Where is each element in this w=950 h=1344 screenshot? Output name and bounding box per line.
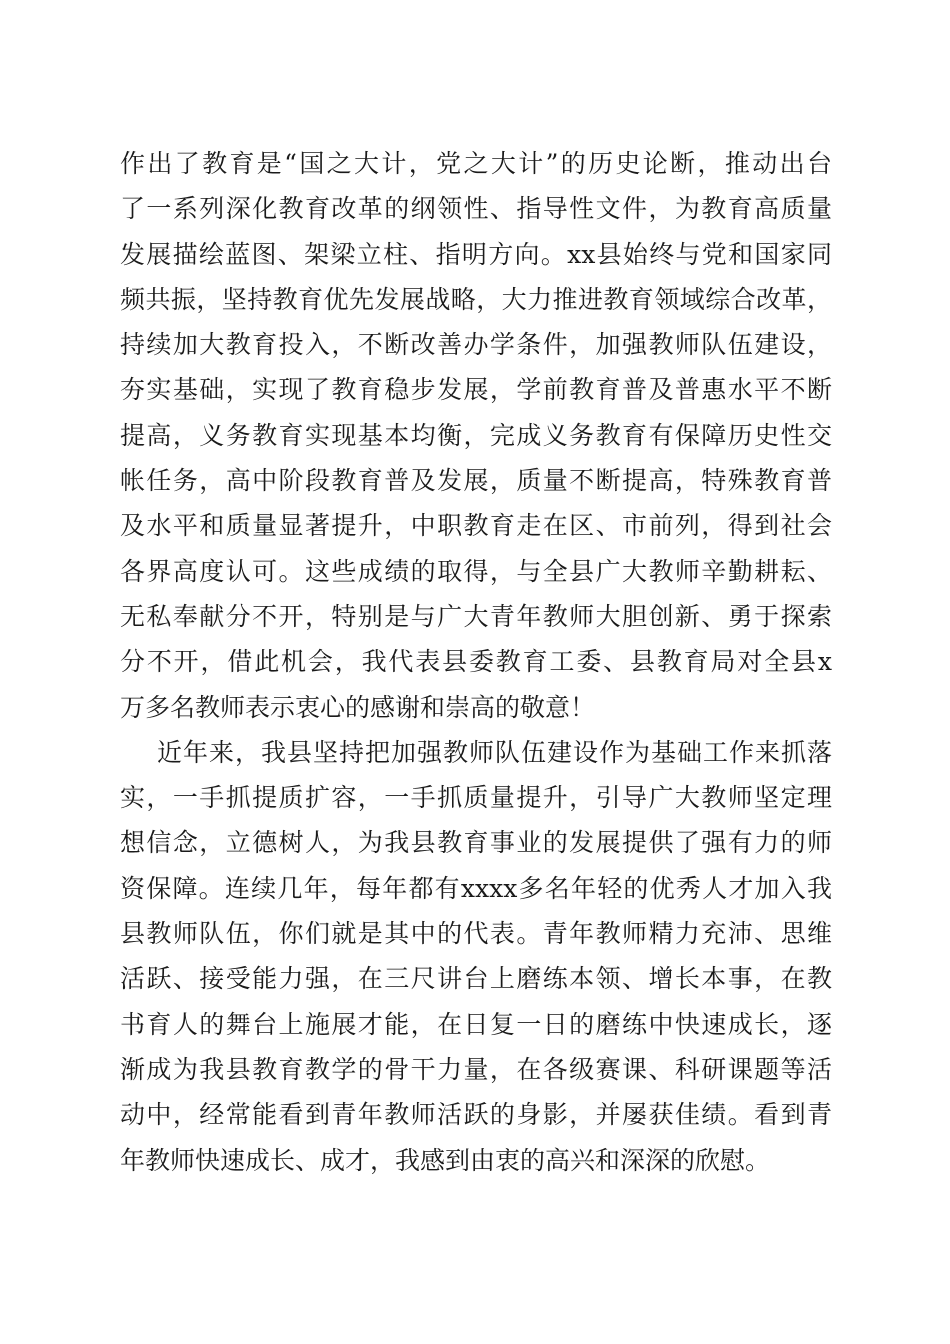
text-line: 及水平和质量显著提升，中职教育走在区、市前列，得到社会 — [120, 511, 832, 541]
text-line: 各界高度认可。这些成绩的取得，与全县广大教师辛勤耕耘、 — [120, 556, 832, 586]
text-line: 频共振，坚持教育优先发展战略，大力推进教育领域综合改革， — [120, 284, 832, 314]
text-line: 近年来，我县坚持把加强教师队伍建设作为基础工作来抓落 — [157, 737, 832, 767]
text-line: 实，一手抓提质扩容，一手抓质量提升，引导广大教师坚定理 — [120, 783, 832, 813]
text-line: 县教师队伍，你们就是其中的代表。青年教师精力充沛、思维 — [120, 919, 832, 949]
text-line: 作出了教育是“国之大计，党之大计”的历史论断，推动出台 — [120, 149, 832, 178]
paragraph-1 — [120, 141, 832, 730]
paragraph-2 — [120, 730, 832, 1183]
body-text — [120, 141, 832, 1183]
text-line: 动中，经常能看到青年教师活跃的身影，并屡获佳绩。看到青 — [120, 1100, 832, 1130]
text-line: 活跃、接受能力强，在三尺讲台上磨练本领、增长本事，在教 — [120, 964, 832, 994]
text-line: 渐成为我县教育教学的骨干力量，在各级赛课、科研课题等活 — [120, 1054, 832, 1084]
text-line: 提高，义务教育实现基本均衡，完成义务教育有保障历史性交 — [120, 420, 832, 450]
text-line: 分不开，借此机会，我代表县委教育工委、县教育局对全县x — [120, 647, 832, 677]
text-line: 帐任务，高中阶段教育普及发展，质量不断提高，特殊教育普 — [120, 466, 832, 496]
text-line: 资保障。连续几年，每年都有xxxx多名年轻的优秀人才加入我 — [120, 873, 832, 903]
text-line: 了一系列深化教育改革的纲领性、指导性文件，为教育高质量 — [120, 194, 832, 224]
text-line: 发展描绘蓝图、架梁立柱、指明方向。xx县始终与党和国家同 — [120, 239, 832, 269]
text-line: 万多名教师表示衷心的感谢和崇高的敬意！ — [120, 692, 596, 722]
text-line: 想信念，立德树人，为我县教育事业的发展提供了强有力的师 — [120, 828, 832, 858]
text-line: 年教师快速成长、成才，我感到由衷的高兴和深深的欣慰。 — [120, 1145, 771, 1175]
text-line: 无私奉献分不开，特别是与广大青年教师大胆创新、勇于探索 — [120, 601, 832, 631]
text-line: 夯实基础，实现了教育稳步发展，学前教育普及普惠水平不断 — [120, 375, 832, 405]
text-line: 书育人的舞台上施展才能，在日复一日的磨练中快速成长，逐 — [120, 1009, 832, 1039]
text-line: 持续加大教育投入，不断改善办学条件，加强教师队伍建设， — [120, 330, 832, 360]
